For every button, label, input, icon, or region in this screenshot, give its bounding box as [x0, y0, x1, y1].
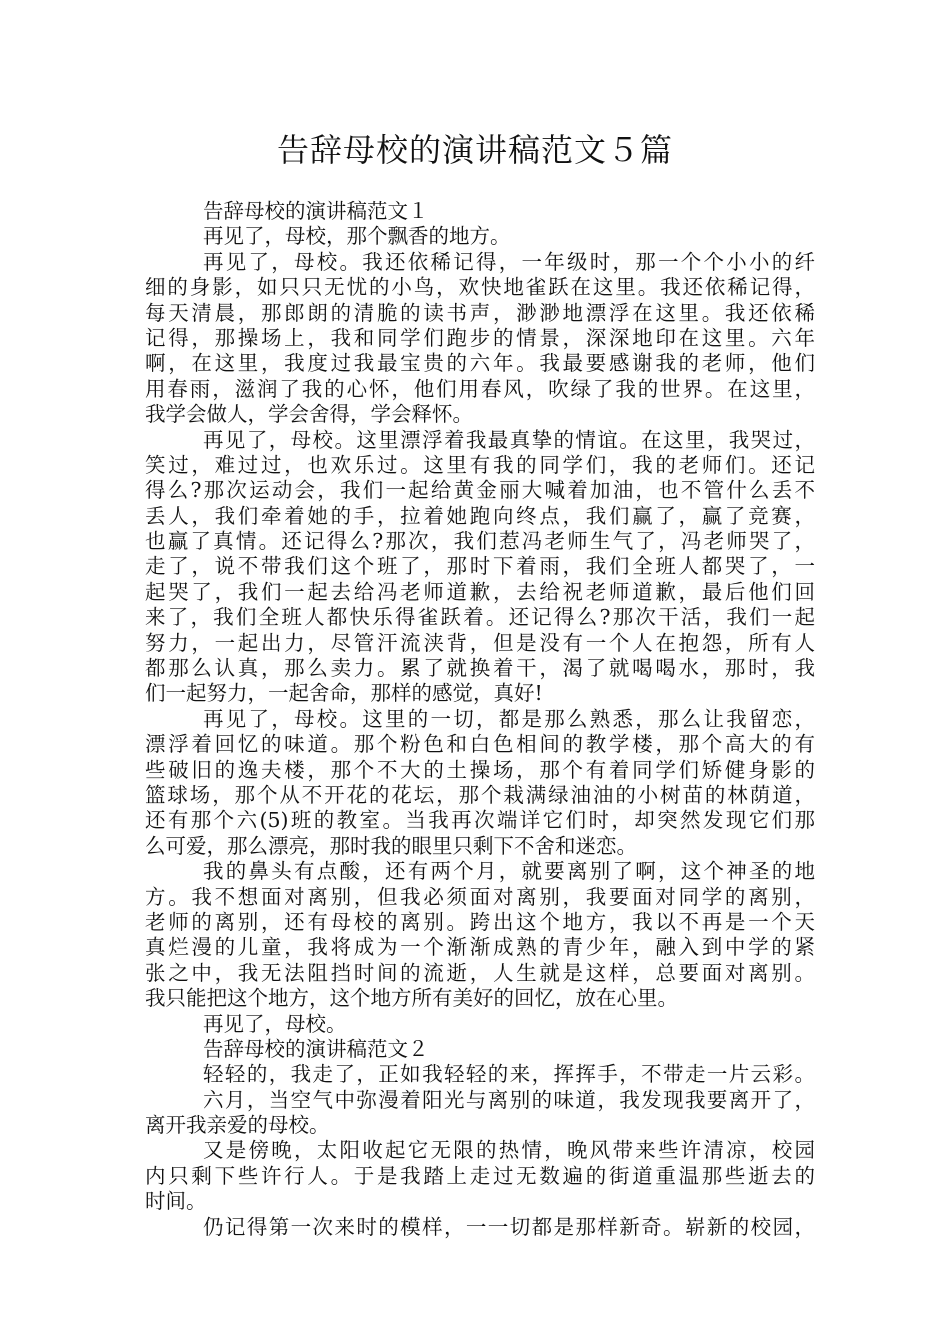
text-line: 笑过，难过过，也欢乐过。这里有我的同学们，我的老师们。还记	[145, 452, 815, 477]
text-line: 再见了，母校。这里的一切，都是那么熟悉，那么让我留恋，	[203, 706, 815, 731]
text-line: 张之中，我无法阻挡时间的流逝，人生就是这样，总要面对离别。	[145, 960, 815, 985]
text-line: 内只剩下些许行人。于是我踏上走过无数遍的街道重温那些逝去的	[145, 1163, 815, 1188]
text-line: 告辞母校的演讲稿范文２	[203, 1036, 429, 1061]
text-line: 丢人，我们牵着她的手，拉着她跑向终点，我们赢了，赢了竞赛，	[145, 503, 815, 528]
text-line: 真烂漫的儿童，我将成为一个渐渐成熟的青少年，融入到中学的紧	[145, 935, 815, 960]
text-line: 得么?那次运动会，我们一起给黄金丽大喊着加油，也不管什么丢不	[145, 478, 815, 503]
text-line: 努力，一起出力，尽管汗流浃背，但是没有一个人在抱怨，所有人	[145, 630, 815, 655]
document-title: 告辞母校的演讲稿范文５篇	[276, 131, 673, 169]
text-line: 再见了，母校。这里漂浮着我最真挚的情谊。在这里，我哭过，	[203, 427, 815, 452]
text-line: 都那么认真，那么卖力。累了就换着干，渴了就喝喝水，那时，我	[145, 656, 815, 681]
text-line: 方。我不想面对离别，但我必须面对离别，我要面对同学的离别，	[145, 884, 815, 909]
text-line: 来了，我们全班人都快乐得雀跃着。还记得么?那次干活，我们一起	[145, 605, 815, 630]
text-line: 我只能把这个地方，这个地方所有美好的回忆，放在心里。	[145, 986, 678, 1011]
text-line: 们一起努力，一起舍命，那样的感觉，真好!	[145, 681, 543, 706]
text-line: 再见了，母校。我还依稀记得，一年级时，那一个个小小的纤	[203, 249, 815, 274]
document-body	[145, 199, 815, 1240]
text-line: 离开我亲爱的母校。	[145, 1113, 330, 1138]
text-line: 走了，说不带我们这个班了，那时下着雨，我们全班人都哭了，一	[145, 554, 815, 579]
text-line: 告辞母校的演讲稿范文１	[203, 199, 429, 223]
text-line: 老师的离别，还有母校的离别。跨出这个地方，我以不再是一个天	[145, 909, 815, 934]
text-line: 漂浮着回忆的味道。那个粉色和白色相间的教学楼，那个高大的有	[145, 732, 815, 757]
text-line: 篮球场，那个从不开花的花坛，那个栽满绿油油的小树苗的林荫道，	[145, 782, 815, 807]
text-line: 啊，在这里，我度过我最宝贵的六年。我最要感谢我的老师，他们	[145, 351, 815, 376]
text-line: 又是傍晚，太阳收起它无限的热情，晚风带来些许清凉，校园	[203, 1138, 815, 1163]
text-line: 记得，那操场上，我和同学们跑步的情景，深深地印在这里。六年	[145, 325, 815, 350]
text-line: 些破旧的逸夫楼，那个不大的土操场，那个有着同学们矫健身影的	[145, 757, 815, 782]
text-line: 细的身影，如只只无忧的小鸟，欢快地雀跃在这里。我还依稀记得，	[145, 275, 815, 300]
text-line: 我的鼻头有点酸，还有两个月，就要离别了啊，这个神圣的地	[203, 859, 815, 884]
text-line: 用春雨，滋润了我的心怀，他们用春风，吹绿了我的世界。在这里，	[145, 376, 815, 401]
text-line: 六月，当空气中弥漫着阳光与离别的味道，我发现我要离开了，	[203, 1087, 815, 1112]
text-line: 也赢了真情。还记得么?那次，我们惹冯老师生气了，冯老师哭了，	[145, 529, 815, 554]
text-line: 每天清晨，那郎朗的清脆的读书声，渺渺地漂浮在这里。我还依稀	[145, 300, 815, 325]
text-line: 轻轻的，我走了，正如我轻轻的来，挥挥手，不带走一片云彩。	[203, 1062, 815, 1087]
text-line: 起哭了，我们一起去给冯老师道歉，去给祝老师道歉，最后他们回	[145, 579, 815, 604]
text-line: 时间。	[145, 1189, 207, 1214]
text-line: 再见了，母校。	[203, 1011, 347, 1036]
text-line: 仍记得第一次来时的模样，一一切都是那样新奇。崭新的校园，	[203, 1214, 815, 1239]
text-line: 再见了，母校，那个飘香的地方。	[203, 224, 511, 249]
text-line: 我学会做人，学会舍得，学会释怀。	[145, 402, 473, 427]
text-line: 还有那个六(5)班的教室。当我再次端详它们时，却突然发现它们那	[145, 808, 815, 833]
text-line: 么可爱，那么漂亮，那时我的眼里只剩下不舍和迷恋。	[145, 833, 637, 858]
